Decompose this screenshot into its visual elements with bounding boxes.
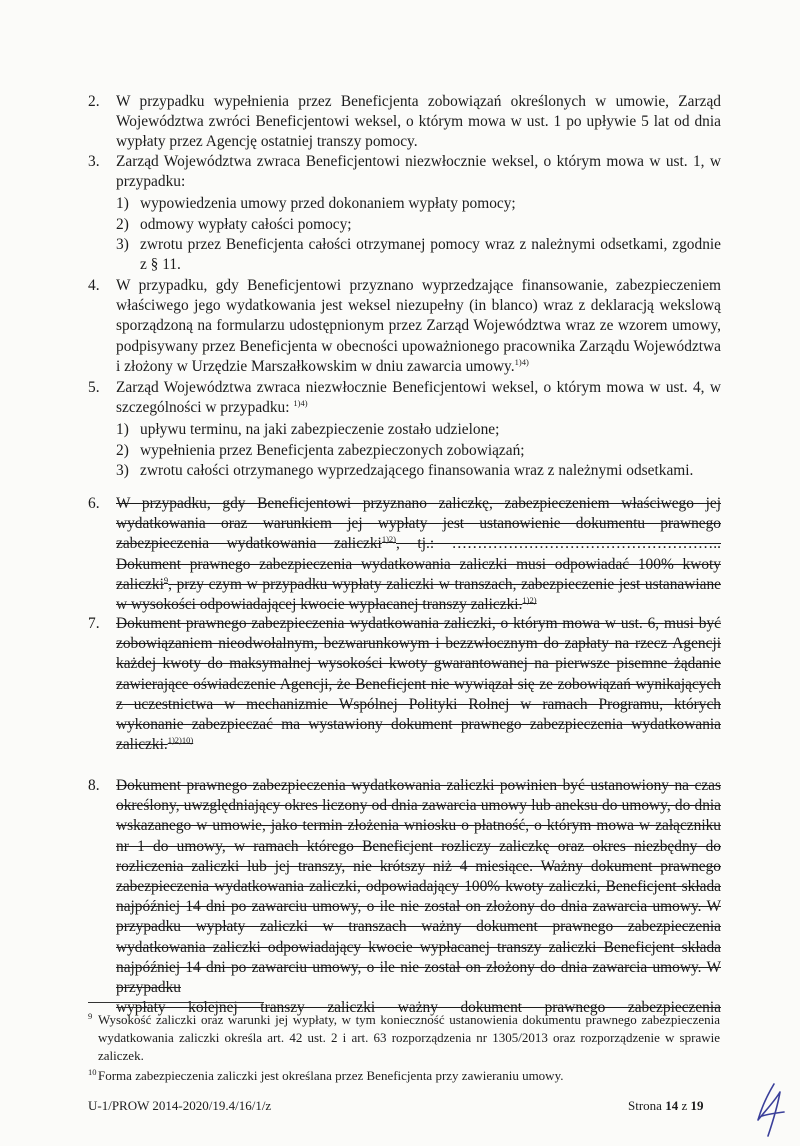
paragraph-number: 3. [88, 153, 100, 170]
list-item-text: zwrotu całości otrzymanego wyprzedzającego finansowania wraz z należnymi odsetkami. [140, 461, 694, 479]
paragraph-number: 6. [88, 495, 100, 512]
footnote-text: Wysokość zaliczki oraz warunki jej wypłaty, w tym konieczność ustanowienia dokumentu prawnego zabezpieczenia wydatkowania zaliczki określa art. 42 ust. 2 i art. 63 rozporządzenia nr 1305/2013 oraz rozporządzenie w sprawie zaliczek. [98, 1012, 720, 1063]
paragraph-8-struck [88, 776, 721, 1018]
paragraph-text: W przypadku, gdy Beneficjentowi przyznano wyprzedzające finansowanie, zabezpieczeniem właściwego jego wydatkowania jest weksel niezupełny (in blanco) wraz z deklaracją wekslową sporządzoną na formularzu udostępnionym przez Zarząd Województwa wraz ze wzorem umowy, podpisywany przez Beneficjenta w obecności upoważnionego pracownika Zarządu Województwa i złożony w Urzędzie Marszałkowskim w dniu zawarcia umowy.$^{1)4)}$ [116, 277, 721, 375]
list-item-number: 1) [116, 195, 129, 213]
footnote-separator [88, 1002, 264, 1003]
list-item [116, 235, 721, 275]
paragraph-text: Zarząd Województwa zwraca niezwłocznie Beneficjentowi weksel, o którym mowa w ust. 4, w szczególności w przypadku: $^{1)4)}$ [116, 379, 721, 417]
list-item-text: wypełnienia przez Beneficjenta zabezpieczonych zobowiązań; [140, 441, 525, 459]
paragraph-text: Dokument prawnego zabezpieczenia wydatkowania zaliczki powinien być ustanowiony na czas określony, uwzględniający okres liczony od dnia zawarcia umowy lub aneksu do umowy, do dnia wskazanego w umowie, jako termin złożenia wniosku o płatność, o którym mowa w załączniku nr 1 do umowy, w ramach którego Beneficjent rozliczy zaliczkę oraz okres niezbędny do rozliczenia zaliczki lub jej transzy, nie krótszy niż 4 miesiące. Ważny dokument prawnego zabezpieczenia wydatkowania zaliczki, odpowiadający 100% kwoty zaliczki, Beneficjent składa najpóźniej 14 dni po zawarciu umowy, o ile nie został on złożony do dnia zawarcia umowy. W przypadku wypłaty zaliczki w transzach ważny dokument prawnego zabezpieczenia wydatkowania zaliczki odpowiadający kwocie wypłacanej transzy zaliczki Beneficjent składa najpóźniej 14 dni po zawarciu umowy, o ile nie został on złożony do dnia zawarcia umowy. W przypadku [116, 777, 721, 997]
paragraph-number: 4. [88, 277, 100, 294]
list-item-number: 3) [116, 235, 129, 253]
footnote-number: 10 [88, 1067, 97, 1077]
list-item [116, 441, 721, 461]
list-item-number: 2) [116, 215, 129, 233]
paragraph-number: 5. [88, 379, 100, 396]
paragraph-text: W przypadku wypełnienia przez Beneficjenta zobowiązań określonych w umowie, Zarząd Województwa zwróci Beneficjentowi weksel, o którym mowa w ust. 1 po upływie 5 lat od dnia wypłaty przez Agencję ostatniej transzy pomocy. [116, 93, 721, 151]
footnote-ref: 1)4) [514, 356, 529, 367]
footnote-text: Forma zabezpieczenia zaliczki jest określana przez Beneficjenta przy zawieraniu umowy. [98, 1068, 564, 1083]
paragraph-3 [88, 152, 721, 275]
paragraph-text: Zarząd Województwa zwraca Beneficjentowi niezwłocznie weksel, o którym mowa w ust. 1, w przypadku: [116, 153, 721, 191]
footnote-9 [88, 1011, 720, 1065]
list-item-text: zwrotu przez Beneficjenta całości otrzymanej pomocy wraz z należnymi odsetkami, zgodnie z § 11. [140, 235, 721, 274]
page-number: Strona 14 z 19 [628, 1098, 704, 1113]
list-item [116, 194, 721, 214]
list-item-text: odmowy wypłaty całości pomocy; [140, 215, 352, 233]
list-item-text: wypowiedzenia umowy przed dokonaniem wypłaty pomocy; [140, 195, 516, 213]
list-item-number: 2) [116, 441, 129, 459]
handwritten-initial-mark [752, 1080, 792, 1140]
footnote-ref: 9 [163, 574, 169, 585]
paragraph-4 [88, 276, 721, 377]
list-item [116, 420, 721, 440]
footnote-ref: 1)2) [522, 595, 537, 606]
footnote-10 [88, 1067, 720, 1085]
paragraph-text: W przypadku, gdy Beneficjentowi przyznano zaliczkę, zabezpieczeniem właściwego jej wydatkowania oraz warunkiem jej wypłaty jest ustanowienie dokumentu prawnego zabezpieczenia wydatkowania zaliczki$^{1)2)}$, tj.: …………………………………………….. Dokument prawnego zabezpieczenia wydatkowania zaliczki musi odpowiadać 100% kwoty zaliczki$^9$, przy czym w przypadku wypłaty zaliczki w transzach, zabezpieczenie jest ustanawiane w wysokości odpowiadającej kwocie wypłacanej transzy zaliczki.$^{1)2)}$ [116, 495, 721, 614]
list-item [116, 461, 721, 481]
paragraph-number: 8. [88, 777, 100, 794]
list-item-text: upływu terminu, na jaki zabezpieczenie zostało udzielone; [140, 421, 500, 439]
paragraph-5 [88, 378, 721, 481]
footnote-ref: 1)2) [381, 534, 397, 545]
footnote-ref: 1)4) [293, 398, 308, 409]
list-item [116, 215, 721, 235]
paragraph-text: Dokument prawnego zabezpieczenia wydatkowania zaliczki, o którym mowa w ust. 6, musi być zobowiązaniem nieodwołalnym, bezwarunkowym i bezzwłocznym do zapłaty na rzecz Agencji każdej kwoty do maksymalnej wysokości kwoty gwarantowanej na pierwsze pisemne żądanie zawierające oświadczenie Agencji, że Beneficjent nie wywiązał się ze zobowiązań wynikających z uczestnictwa w mechanizmie Wspólnej Polityki Rolnej w ramach Programu, których wykonanie zabezpieczać ma wystawiony dokument prawnego zabezpieczenia wydatkowania zaliczki.$^{1)2)10)}$ [116, 615, 721, 754]
footnote-number: 9 [88, 1011, 93, 1021]
paragraph-number: 7. [88, 615, 100, 632]
paragraph-6-struck [88, 494, 721, 615]
list-item-number: 3) [116, 461, 129, 479]
footnote-ref: 1)2)10) [167, 735, 194, 746]
document-code: U-1/PROW 2014-2020/19.4/16/1/z [88, 1098, 272, 1113]
paragraph-2 [88, 92, 721, 153]
list-item-number: 1) [116, 421, 129, 439]
paragraph-text-last-line: wypłaty kolejnej transzy zaliczki ważny dokument prawnego zabezpieczenia [116, 999, 721, 1017]
paragraph-number: 2. [88, 93, 100, 110]
paragraph-7-struck [88, 614, 721, 755]
